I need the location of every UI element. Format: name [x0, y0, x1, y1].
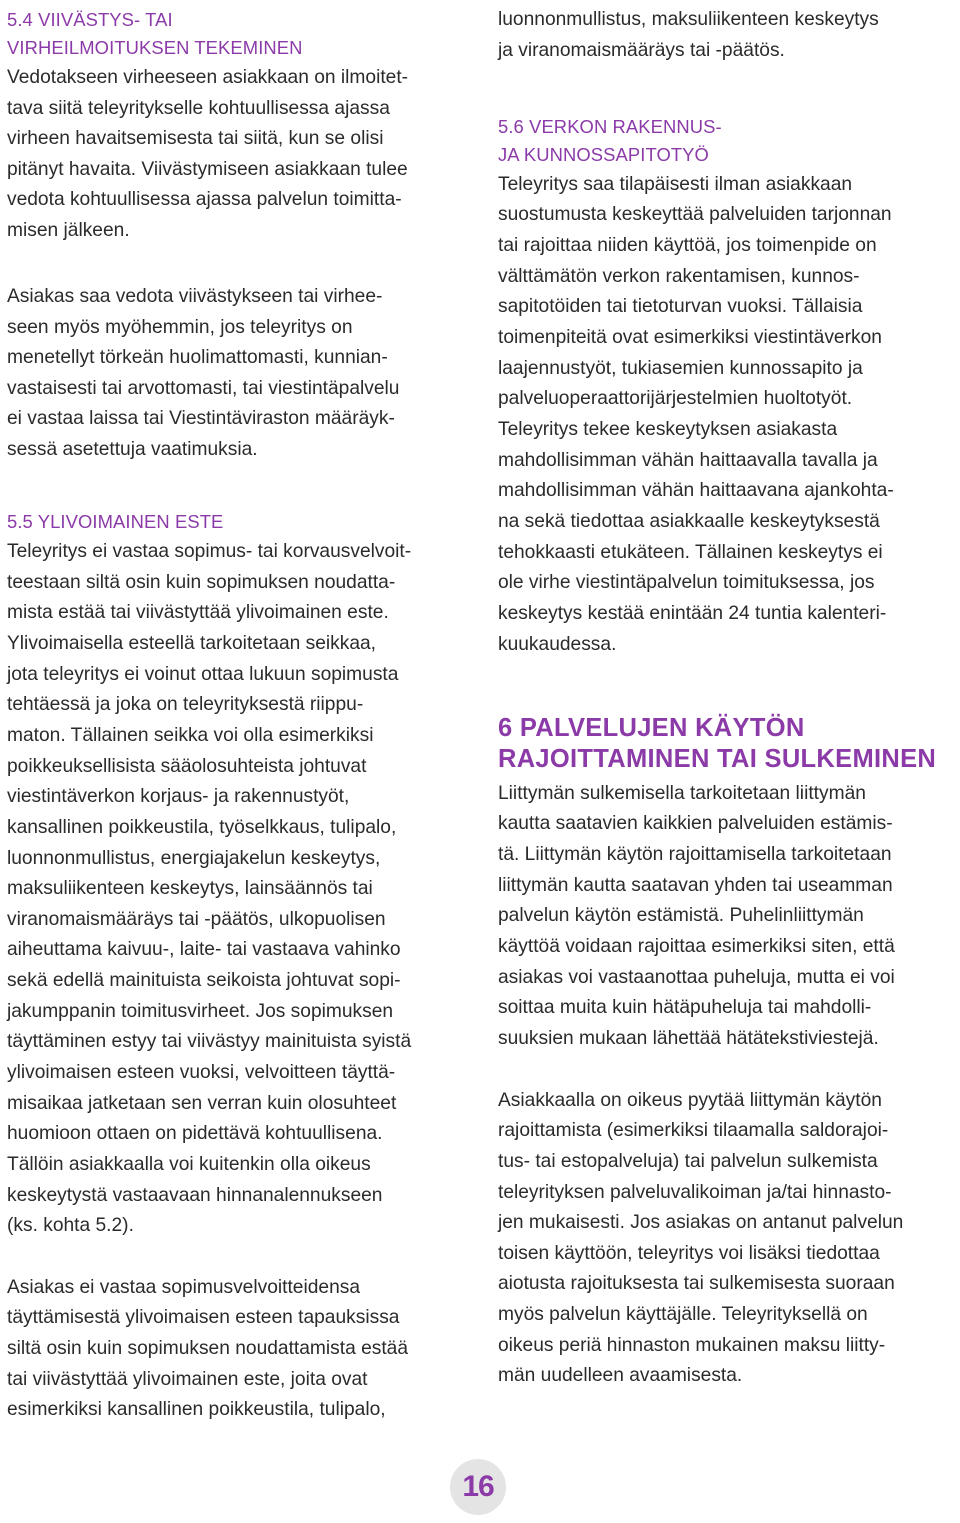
text-line: menetellyt törkeän huolimattomasti, kunnian- [7, 347, 388, 368]
text-line: tehokkaasti etukäteen. Tällainen keskeytys ei [498, 542, 883, 563]
text-line: Tällöin asiakkaalla voi kuitenkin olla oikeus [7, 1154, 371, 1175]
text-line: tä. Liittymän käytön rajoittamisella tarkoitetaan [498, 844, 892, 865]
text-line: vastaisesti tai arvottomasti, tai viestintäpalvelu [7, 378, 400, 399]
text-line: asiakas voi vastaanottaa puheluja, mutta ei voi [498, 967, 895, 988]
text-line: toimenpiteitä ovat esimerkiksi viestintäverkon [498, 327, 882, 348]
text-line: teestaan siltä osin kuin sopimuksen noudatta- [7, 572, 396, 593]
text-line: viranomaismääräys tai -päätös, ulkopuolisen [7, 909, 386, 930]
text-line: luonnonmullistus, energiajakelun keskeytys, [7, 848, 381, 869]
text-line: siltä osin kuin sopimuksen noudattamista estää [7, 1338, 409, 1359]
text-line: teleyrityksen palveluvalikoiman ja/tai hinnasto- [498, 1182, 892, 1203]
text-line: män uudelleen avaamisesta. [498, 1365, 743, 1386]
text-line: jota teleyritys ei voinut ottaa lukuun sopimusta [7, 664, 399, 685]
text-line: keskeytys kestää enintään 24 tuntia kalenteri- [498, 603, 887, 624]
text-line: suuksien mukaan lähettää hätätekstiviestejä. [498, 1028, 879, 1049]
text-line: rajoittamista (esimerkiksi tilaamalla saldorajoi- [498, 1120, 889, 1141]
text-line: Asiakkaalla on oikeus pyytää liittymän käytön [498, 1090, 882, 1111]
text-line: laajennustyöt, tukiasemien kunnossapito ja [498, 358, 863, 379]
text-line: Liittymän sulkemisella tarkoitetaan liittymän [498, 783, 866, 804]
heading-line: VIRHEILMOITUKSEN TEKEMINEN [7, 37, 303, 58]
text-line: palveluoperaattorijärjestelmien huoltotyöt. [498, 388, 853, 409]
text-line: jen mukaisesti. Jos asiakas on antanut palvelun [498, 1212, 904, 1233]
text-line: na sekä tiedottaa asiakkaalle keskeytyksestä [498, 511, 880, 532]
text-line: kansallinen poikkeustila, työselkkaus, tulipalo, [7, 817, 397, 838]
text-line: luonnonmullistus, maksuliikenteen keskeytys [498, 9, 879, 30]
text-line: kautta saatavien kaikkien palveluiden estämis- [498, 813, 893, 834]
text-line: täyttämisestä ylivoimaisen esteen tapauksissa [7, 1307, 400, 1328]
text-line: toisen käyttöön, teleyritys voi lisäksi tiedottaa [498, 1243, 880, 1264]
text-line: seen myös myöhemmin, jos teleyritys on [7, 317, 353, 338]
text-line: ylivoimaisen esteen vuoksi, velvoitteen täyttä- [7, 1062, 396, 1083]
text-line: mista estää tai viivästyttää ylivoimainen este. [7, 602, 389, 623]
text-line: ole virhe viestintäpalvelun toimituksessa, jos [498, 572, 875, 593]
page-number-badge [450, 1459, 506, 1515]
text-line: tehtäessä ja joka on teleyrityksestä riippu- [7, 694, 364, 715]
text-line: suostumusta keskeyttää palveluiden tarjonnan [498, 204, 892, 225]
text-line: sekä edellä mainituista seikoista johtuvat sopi- [7, 970, 401, 991]
text-line: tus- tai estopalveluja) tai palvelun sulkemista [498, 1151, 878, 1172]
text-line: täyttäminen estyy tai viivästyy mainituista syistä [7, 1031, 412, 1052]
text-line: Ylivoimaisella esteellä tarkoitetaan seikkaa, [7, 633, 377, 654]
text-line: Asiakas saa vedota viivästykseen tai virhee- [7, 286, 383, 307]
text-line: mahdollisimman vähän haittaavalla tavalla ja [498, 450, 878, 471]
text-line: poikkeuksellisista sääolosuhteista johtuvat [7, 756, 367, 777]
text-line: sessä asetettuja vaatimuksia. [7, 439, 258, 460]
text-line: viestintäverkon korjaus- ja rakennustyöt, [7, 786, 350, 807]
text-line: mahdollisimman vähän haittaavana ajankohta- [498, 480, 894, 501]
text-line: (ks. kohta 5.2). [7, 1215, 134, 1236]
text-line: ja viranomaismääräys tai -päätös. [498, 40, 785, 61]
text-line: palvelun käytön estämistä. Puhelinliittymän [498, 905, 864, 926]
text-line: liittymän kautta saatavan yhden tai useamman [498, 875, 893, 896]
text-line: Teleyritys ei vastaa sopimus- tai korvausvelvoit- [7, 541, 412, 562]
heading-line: RAJOITTAMINEN TAI SULKEMINEN [498, 745, 937, 773]
text-line: Teleyritys saa tilapäisesti ilman asiakkaan [498, 174, 853, 195]
text-line: aiotusta rajoituksesta tai sulkemisesta suoraan [498, 1273, 895, 1294]
text-line: maksuliikenteen keskeytys, lainsäännös tai [7, 878, 373, 899]
text-line: sapitotöiden tai tietoturvan vuoksi. Tällaisia [498, 296, 863, 317]
heading-line: 5.5 YLIVOIMAINEN ESTE [7, 511, 224, 532]
text-line: soittaa muita kuin hätäpuheluja tai mahdolli- [498, 997, 872, 1018]
heading-line: 5.4 VIIVÄSTYS- TAI [7, 9, 173, 30]
text-line: tai rajoittaa niiden käyttöä, jos toimenpide on [498, 235, 877, 256]
text-line: tava siitä teleyritykselle kohtuullisessa ajassa [7, 98, 390, 119]
text-line: misaikaa jatketaan sen verran kuin olosuhteet [7, 1093, 397, 1114]
text-line: jakumppanin toimitusvirheet. Jos sopimuksen [7, 1001, 394, 1022]
text-line: misen jälkeen. [7, 220, 130, 241]
heading-line: 5.6 VERKON RAKENNUS- [498, 116, 722, 137]
text-line: huomioon ottaen on pidettävä kohtuullisena. [7, 1123, 383, 1144]
text-line: tai viivästyttää ylivoimainen este, joita ovat [7, 1369, 368, 1390]
heading-line: 6 PALVELUJEN KÄYTÖN [498, 714, 805, 742]
text-line: myös palvelun käyttäjälle. Teleyrityksellä on [498, 1304, 868, 1325]
text-line: ei vastaa laissa tai Viestintäviraston määräyk- [7, 408, 395, 429]
text-line: käyttöä voidaan rajoittaa esimerkiksi siten, että [498, 936, 895, 957]
text-line: välttämätön verkon rakentamisen, kunnos- [498, 266, 860, 287]
page-number: 16 [462, 1470, 494, 1503]
text-line: vedota kohtuullisessa ajassa palvelun toimitta- [7, 189, 402, 210]
text-line: esimerkiksi kansallinen poikkeustila, tulipalo, [7, 1399, 386, 1420]
text-line: aiheuttama kaivuu-, laite- tai vastaava vahinko [7, 939, 401, 960]
text-line: Asiakas ei vastaa sopimusvelvoitteidensa [7, 1277, 361, 1298]
text-line: maton. Tällainen seikka voi olla esimerkiksi [7, 725, 374, 746]
text-line: oikeus periä hinnaston mukainen maksu liitty- [498, 1335, 886, 1356]
text-line: virheen havaitsemisesta tai siitä, kun se olisi [7, 128, 384, 149]
text-line: kuukaudessa. [498, 634, 617, 655]
heading-line: JA KUNNOSSAPITOTYÖ [498, 144, 709, 165]
text-line: keskeytystä vastaavaan hinnanalennukseen [7, 1185, 383, 1206]
text-line: Teleyritys tekee keskeytyksen asiakasta [498, 419, 838, 440]
text-line: Vedotakseen virheeseen asiakkaan on ilmoitet- [7, 67, 409, 88]
text-line: pitänyt havaita. Viivästymiseen asiakkaan tulee [7, 159, 408, 180]
